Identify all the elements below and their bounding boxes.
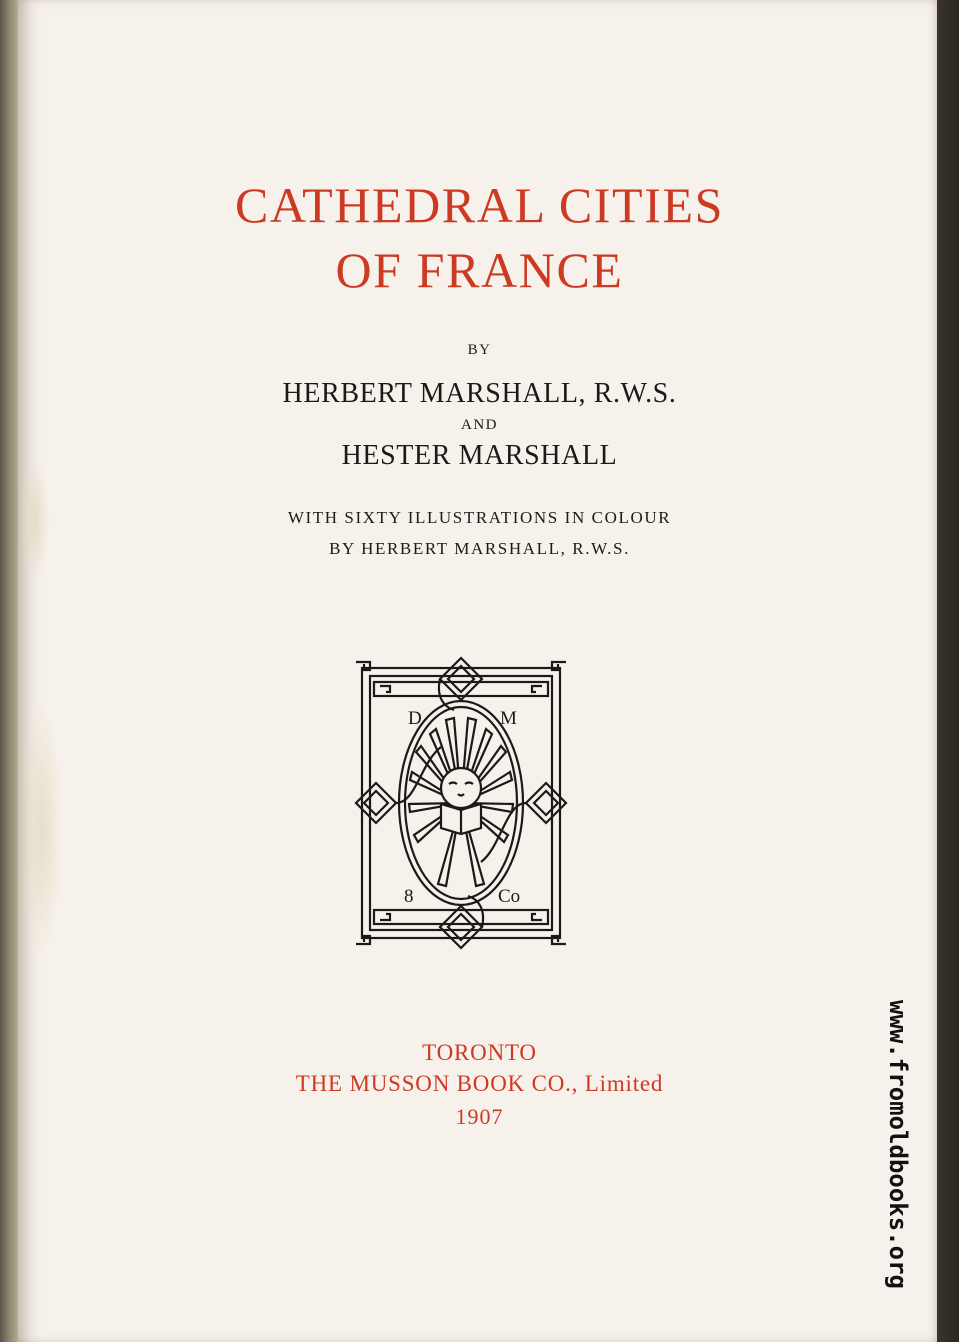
author-secondary: HESTER MARSHALL	[341, 440, 618, 471]
mark-letter-d: D	[408, 708, 422, 729]
illustrations-note-line-1: WITH SIXTY ILLUSTRATIONS IN COLOUR	[287, 508, 672, 527]
printers-mark-emblem	[346, 652, 576, 954]
publication-year: 1907	[455, 1104, 504, 1129]
mark-letter-co: Co	[498, 886, 521, 907]
book-title-line-1: CATHEDRAL CITIES	[234, 177, 724, 233]
author-primary: HERBERT MARSHALL, R.W.S.	[282, 378, 677, 409]
byline: BY	[467, 342, 492, 358]
publisher-name: THE MUSSON BOOK CO., Limited	[295, 1071, 664, 1096]
author-conjunction: AND	[461, 417, 498, 433]
mark-letter-8: 8	[404, 886, 414, 907]
illustrations-note-line-2: BY HERBERT MARSHALL, R.W.S.	[329, 539, 630, 558]
mark-letter-m: M	[500, 708, 517, 729]
watermark-url: www.fromoldbooks.org	[884, 1000, 912, 1289]
book-title-line-2: OF FRANCE	[335, 242, 624, 298]
publisher-city: TORONTO	[422, 1040, 537, 1065]
paper-stain	[22, 700, 62, 960]
